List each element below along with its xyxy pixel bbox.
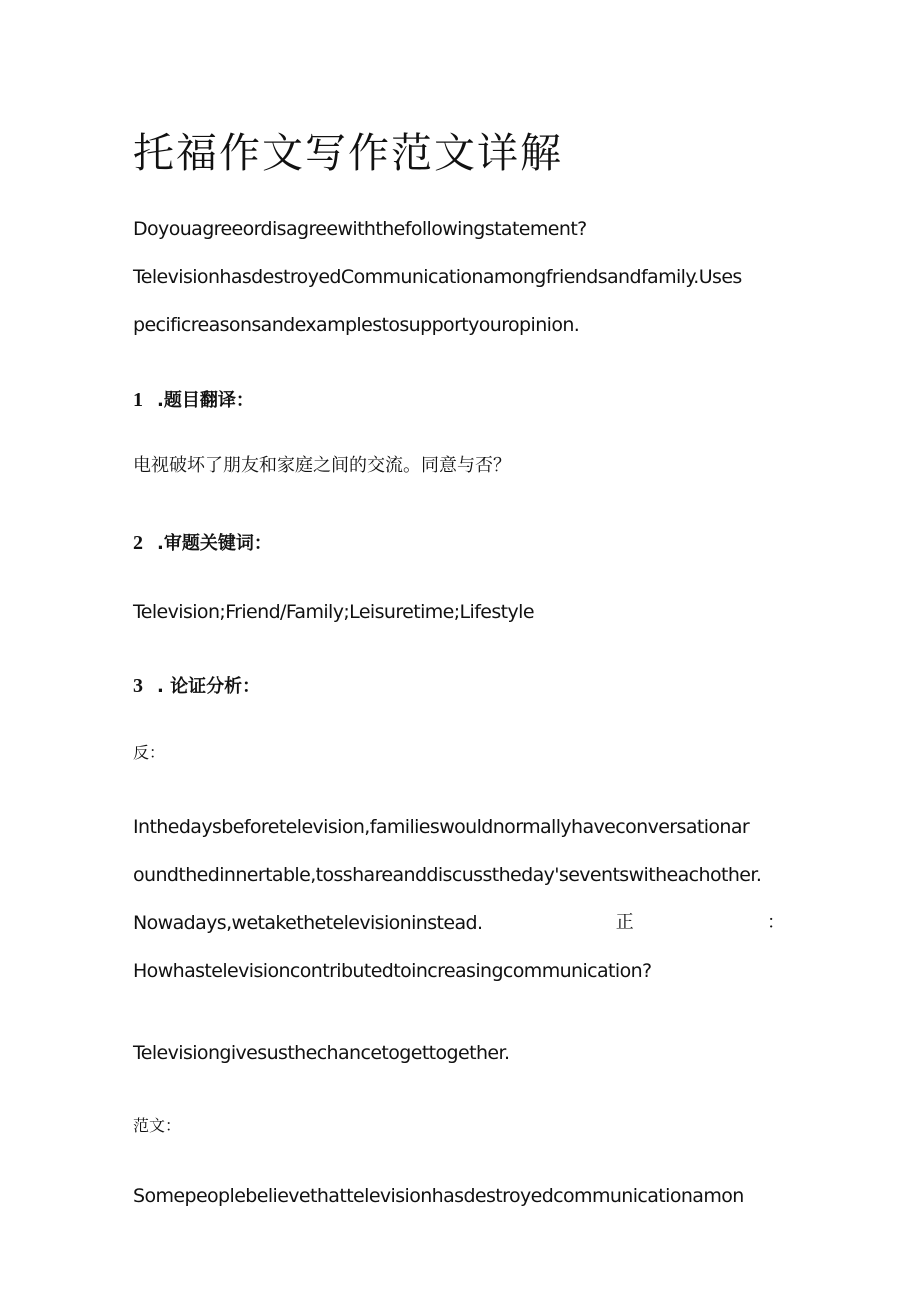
- section-2-text: Television;Friend/Family;Leisuretime;Lifestyle: [133, 601, 534, 623]
- section-3-heading: [133, 676, 260, 696]
- prompt-line-1: Doyouagreeordisagreewiththefollowingstatement?: [133, 218, 587, 240]
- essay-label: 范文：: [133, 1116, 182, 1135]
- prompt-line-3: pecificreasonsandexamplestosupportyouropinion.: [133, 314, 580, 336]
- con-label: 反：: [133, 743, 166, 762]
- section-1-text: 电视破坏了朋友和家庭之间的交流。同意与否？: [133, 455, 511, 476]
- con-line-3: Nowadays,wetakethetelevisioninstead.: [133, 912, 483, 934]
- page-title: 托福作文写作范文详解: [133, 129, 563, 177]
- section-1-heading: [133, 390, 254, 410]
- pro-label: 正: [615, 912, 634, 933]
- con-line-1: Inthedaysbeforetelevision,familieswouldnormallyhaveconversationar: [133, 816, 750, 838]
- pro-colon: ：: [767, 912, 785, 933]
- pro-line-2: Televisiongivesusthechancetogettogether.: [133, 1042, 510, 1064]
- pro-line-1: Howhastelevisioncontributedtoincreasingcommunication?: [133, 960, 652, 982]
- essay-line-1: Somepeoplebelievethattelevisionhasdestroyedcommunicationamon: [133, 1185, 744, 1207]
- prompt-line-2: TelevisionhasdestroyedCommunicationamongfriendsandfamily.Uses: [133, 266, 742, 288]
- section-2-number: 2: [133, 532, 143, 554]
- section-3-label: . 论证分析：: [157, 676, 261, 697]
- section-1-label: .题目翻译：: [157, 390, 254, 411]
- section-2-label: .审题关键词：: [157, 533, 272, 554]
- section-3-number: 3: [133, 675, 143, 697]
- con-line-3-row: [133, 914, 785, 933]
- section-1-number: 1: [133, 389, 143, 411]
- con-line-2: oundthedinnertable,tosshareanddiscusstheday'seventswitheachother.: [133, 864, 762, 886]
- section-2-heading: [133, 533, 272, 553]
